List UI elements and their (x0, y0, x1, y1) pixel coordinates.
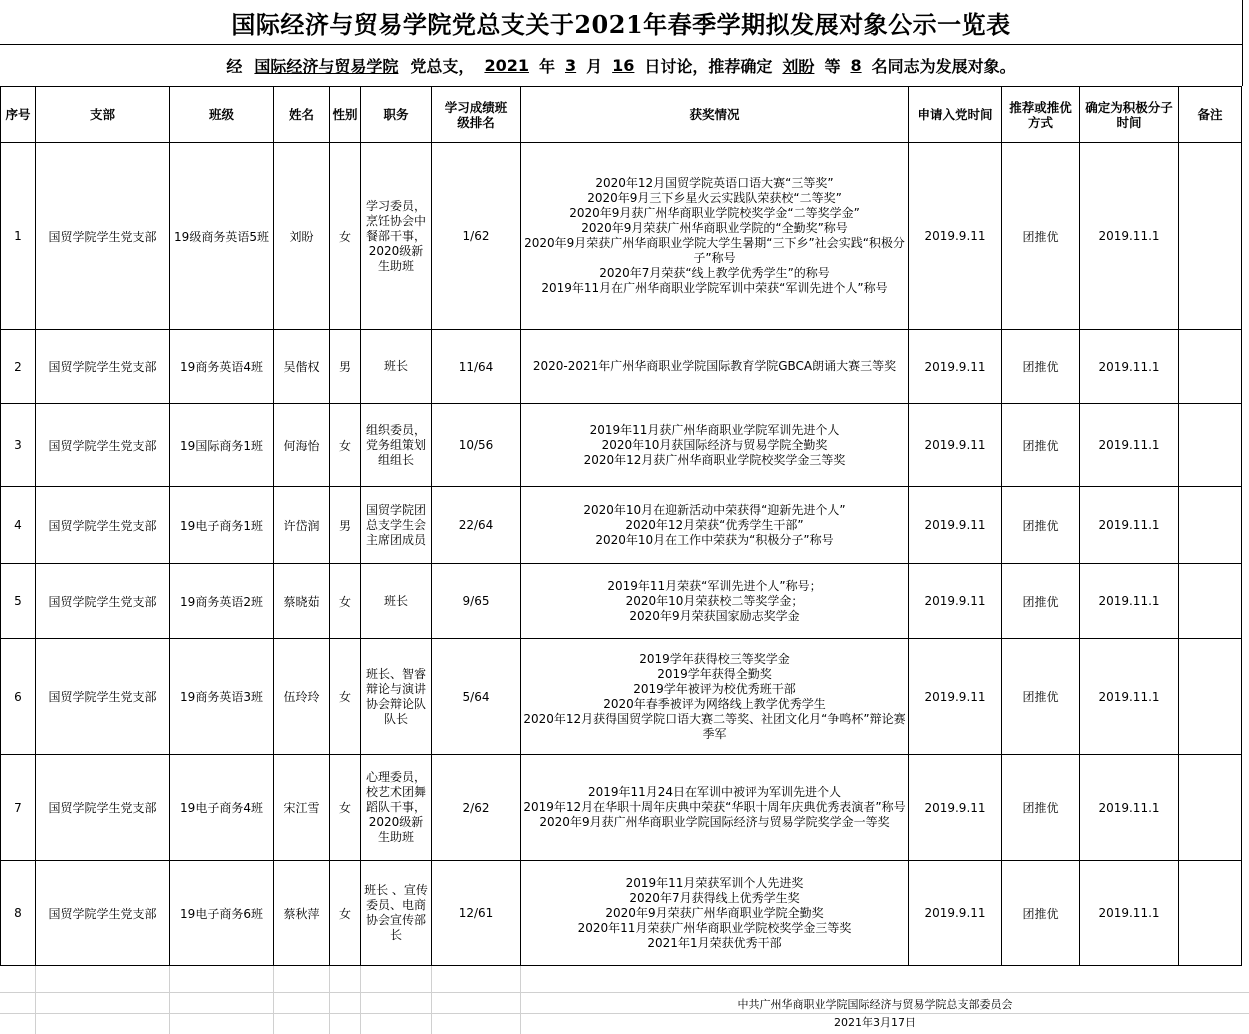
cell-awards[interactable] (521, 639, 909, 755)
subtitle-text: 日讨论，推荐确定 (644, 57, 773, 76)
table-row (1, 861, 1242, 966)
cell-name[interactable]: 何海怡 (274, 404, 330, 487)
header-position[interactable]: 职务 (361, 87, 432, 143)
cell-activist[interactable]: 2019.11.1 (1080, 861, 1179, 966)
header-activist[interactable]: 确定为积极分子时间 (1080, 87, 1179, 143)
cell-method[interactable]: 团推优 (1002, 404, 1080, 487)
cell-class[interactable]: 19电子商务1班 (170, 487, 274, 564)
subtitle-text: 名同志为发展对象。 (871, 57, 1016, 76)
cell-branch[interactable]: 国贸学院学生党支部 (36, 487, 170, 564)
cell-no[interactable]: 7 (1, 755, 36, 861)
cell-no[interactable]: 3 (1, 404, 36, 487)
cell-class[interactable]: 19电子商务4班 (170, 755, 274, 861)
grid-line (0, 992, 1249, 993)
grid-line (169, 966, 170, 1034)
subtitle-college: 国际经济与贸易学院 (254, 57, 399, 76)
table-row (1, 487, 1242, 564)
cell-name[interactable]: 宋江雪 (274, 755, 330, 861)
cell-note[interactable] (1179, 755, 1242, 861)
cell-branch[interactable]: 国贸学院学生党支部 (36, 861, 170, 966)
cell-awards[interactable] (521, 564, 909, 639)
cell-activist[interactable]: 2019.11.1 (1080, 639, 1179, 755)
cell-method[interactable]: 团推优 (1002, 564, 1080, 639)
sheet-edge (1242, 0, 1243, 86)
award-line: 2020年9月获广州华商职业学院校奖学金“二等奖学金” (569, 206, 860, 220)
award-line: 2020年12月荣获“优秀学生干部” (625, 517, 804, 532)
cell-gender[interactable]: 女 (330, 564, 361, 639)
cell-rank[interactable]: 5/64 (432, 639, 521, 755)
award-line: 2019年11月在广州华商职业学院军训中荣获“军训先进个人”称号 (541, 281, 888, 295)
cell-position[interactable]: 国贸学院团总支学生会主席团成员 (361, 487, 432, 564)
cell-rank[interactable]: 10/56 (432, 404, 521, 487)
award-line: 2020年春季被评为网络线上教学优秀学生 (603, 696, 826, 711)
cell-no[interactable]: 2 (1, 330, 36, 404)
grid-line (35, 966, 36, 1034)
subtitle-name: 刘盼 (782, 57, 815, 76)
header-awards[interactable]: 获奖情况 (521, 87, 909, 143)
table-row (1, 564, 1242, 639)
cell-class[interactable]: 19国际商务1班 (170, 404, 274, 487)
cell-position[interactable]: 班长 、宣传委员、电商协会宣传部长 (361, 861, 432, 966)
cell-class[interactable]: 19级商务英语5班 (170, 143, 274, 330)
subtitle-line (0, 45, 1242, 87)
cell-position[interactable]: 学习委员，烹饪协会中餐部干事，2020级新生助班 (361, 143, 432, 330)
subtitle-month: 3 (564, 56, 577, 75)
cell-activist[interactable]: 2019.11.1 (1080, 755, 1179, 861)
cell-awards[interactable] (521, 755, 909, 861)
cell-no[interactable]: 4 (1, 487, 36, 564)
award-line: 2020年12月国贸学院英语口语大赛“三等奖” (595, 176, 834, 190)
table-row (1, 404, 1242, 487)
header-gender[interactable]: 性别 (330, 87, 361, 143)
award-line: 2020年9月荣获广州华商职业学院大学生暑期“三下乡”社会实践“积极分子”称号 (524, 236, 905, 265)
subtitle-text: 等 (824, 57, 841, 76)
subtitle-text: 年 (538, 57, 555, 76)
award-line: 2021年1月荣获优秀干部 (647, 935, 782, 950)
cell-method[interactable]: 团推优 (1002, 143, 1080, 330)
cell-apply[interactable]: 2019.9.11 (909, 143, 1002, 330)
cell-note[interactable] (1179, 404, 1242, 487)
award-line: 2020年11月荣获广州华商职业学院校奖学金三等奖 (577, 920, 852, 935)
award-line: 2020年9月获广州华商职业学院国际经济与贸易学院奖学金一等奖 (539, 815, 890, 829)
award-line: 2019学年获得全勤奖 (657, 666, 772, 681)
subtitle-day: 16 (612, 56, 635, 75)
cell-apply[interactable]: 2019.9.11 (909, 564, 1002, 639)
grid-line (431, 966, 432, 1034)
cell-awards[interactable] (521, 487, 909, 564)
award-line: 2020年10月获国际经济与贸易学院全勤奖 (601, 437, 828, 452)
header-name[interactable]: 姓名 (274, 87, 330, 143)
cell-position[interactable]: 班长 (361, 330, 432, 404)
header-note[interactable]: 备注 (1179, 87, 1242, 143)
award-line: 2020-2021年广州华商职业学院国际教育学院GBCA朗诵大赛三等奖 (532, 359, 897, 373)
grid-line (520, 966, 521, 1034)
cell-no[interactable]: 1 (1, 143, 36, 330)
footer-date: 2021年3月17日 (834, 1016, 916, 1029)
cell-activist[interactable]: 2019.11.1 (1080, 143, 1179, 330)
cell-method[interactable]: 团推优 (1002, 639, 1080, 755)
header-branch[interactable]: 支部 (36, 87, 170, 143)
cell-activist[interactable]: 2019.11.1 (1080, 487, 1179, 564)
subtitle-year: 2021 (484, 56, 529, 75)
award-line: 2019年11月24日在军训中被评为军训先进个人 (587, 785, 842, 799)
cell-rank[interactable]: 11/64 (432, 330, 521, 404)
cell-class[interactable]: 19商务英语3班 (170, 639, 274, 755)
cell-branch[interactable]: 国贸学院学生党支部 (36, 143, 170, 330)
grid-line (329, 966, 330, 1034)
award-line: 2020年10月在迎新活动中荣获得“迎新先进个人” (583, 502, 846, 517)
candidates-table (0, 86, 1242, 966)
award-line: 2020年10月在工作中荣获为“积极分子”称号 (595, 532, 834, 547)
cell-apply[interactable]: 2019.9.11 (909, 861, 1002, 966)
cell-no[interactable]: 5 (1, 564, 36, 639)
cell-gender[interactable]: 女 (330, 404, 361, 487)
cell-note[interactable] (1179, 330, 1242, 404)
grid-line (0, 1013, 1249, 1014)
award-line: 2019年12月在华职十周年庆典中荣获“华职十周年庆典优秀表演者”称号 (523, 800, 906, 814)
cell-awards[interactable] (521, 861, 909, 966)
cell-note[interactable] (1179, 639, 1242, 755)
cell-no[interactable]: 6 (1, 639, 36, 755)
cell-rank[interactable]: 12/61 (432, 861, 521, 966)
award-line: 2020年7月荣获“线上教学优秀学生”的称号 (599, 266, 830, 280)
cell-method[interactable]: 团推优 (1002, 330, 1080, 404)
award-line: 2019年11月荣获军训个人先进奖 (625, 875, 804, 890)
cell-branch[interactable]: 国贸学院学生党支部 (36, 404, 170, 487)
header-no[interactable]: 序号 (1, 87, 36, 143)
cell-apply[interactable]: 2019.9.11 (909, 330, 1002, 404)
cell-apply[interactable]: 2019.9.11 (909, 639, 1002, 755)
cell-gender[interactable]: 男 (330, 330, 361, 404)
header-method[interactable]: 推荐或推优方式 (1002, 87, 1080, 143)
award-line: 2019学年被评为校优秀班干部 (633, 681, 796, 696)
cell-note[interactable] (1179, 487, 1242, 564)
cell-rank[interactable]: 2/62 (432, 755, 521, 861)
cell-gender[interactable]: 女 (330, 143, 361, 330)
subtitle-count: 8 (850, 56, 862, 75)
cell-name[interactable]: 蔡秋萍 (274, 861, 330, 966)
cell-position[interactable]: 班长、智睿辩论与演讲协会辩论队队长 (361, 639, 432, 755)
award-line: 2020年12月获得国贸学院口语大赛二等奖、社团文化月“争鸣杯”辩论赛季军 (523, 711, 906, 741)
cell-branch[interactable]: 国贸学院学生党支部 (36, 755, 170, 861)
cell-method[interactable]: 团推优 (1002, 487, 1080, 564)
cell-branch[interactable]: 国贸学院学生党支部 (36, 330, 170, 404)
cell-gender[interactable]: 男 (330, 487, 361, 564)
cell-apply[interactable]: 2019.9.11 (909, 755, 1002, 861)
document-title: 国际经济与贸易学院党总支关于2021年春季学期拟发展对象公示一览表 (0, 0, 1242, 45)
cell-apply[interactable]: 2019.9.11 (909, 404, 1002, 487)
award-line: 2020年12月获广州华商职业学院校奖学金三等奖 (583, 452, 846, 467)
cell-rank[interactable]: 1/62 (432, 143, 521, 330)
award-line: 2020年9月荣获广州华商职业学院全勤奖 (605, 905, 824, 920)
award-line: 2020年10月荣获校二等奖学金； (625, 593, 804, 608)
award-line: 2019年11月荣获“军训先进个人”称号； (607, 578, 822, 593)
cell-note[interactable] (1179, 564, 1242, 639)
cell-position[interactable]: 班长 (361, 564, 432, 639)
cell-class[interactable]: 19商务英语2班 (170, 564, 274, 639)
grid-line (273, 966, 274, 1034)
award-line: 2019学年获得校三等奖学金 (639, 651, 790, 666)
cell-note[interactable] (1179, 861, 1242, 966)
subtitle-text: 经 (226, 57, 243, 76)
cell-awards[interactable] (521, 404, 909, 487)
cell-awards[interactable] (521, 143, 909, 330)
award-line: 2020年9月荣获国家励志奖学金 (629, 608, 800, 623)
table-row (1, 143, 1242, 330)
cell-gender[interactable]: 女 (330, 861, 361, 966)
cell-gender[interactable]: 女 (330, 639, 361, 755)
cell-activist[interactable]: 2019.11.1 (1080, 330, 1179, 404)
cell-awards[interactable] (521, 330, 909, 404)
header-row (1, 87, 1242, 143)
cell-name[interactable]: 刘盼 (274, 143, 330, 330)
cell-name[interactable]: 许岱润 (274, 487, 330, 564)
cell-rank[interactable]: 22/64 (432, 487, 521, 564)
cell-position[interactable]: 心理委员，校艺术团舞蹈队干事，2020级新生助班 (361, 755, 432, 861)
award-line: 2020年9月三下乡星火云实践队荣获校“二等奖” (587, 191, 842, 205)
award-line: 2019年11月获广州华商职业学院军训先进个人 (589, 422, 840, 437)
cell-branch[interactable]: 国贸学院学生党支部 (36, 639, 170, 755)
table-row (1, 639, 1242, 755)
footer-org: 中共广州华商职业学院国际经济与贸易学院总支部委员会 (737, 998, 1013, 1011)
cell-note[interactable] (1179, 143, 1242, 330)
cell-no[interactable]: 8 (1, 861, 36, 966)
cell-activist[interactable]: 2019.11.1 (1080, 404, 1179, 487)
award-line: 2020年9月荣获广州华商职业学院的“全勤奖”称号 (581, 221, 848, 235)
header-apply[interactable]: 申请入党时间 (909, 87, 1002, 143)
cell-name[interactable]: 伍玲玲 (274, 639, 330, 755)
cell-position[interactable]: 组织委员，党务组策划组组长 (361, 404, 432, 487)
header-class[interactable]: 班级 (170, 87, 274, 143)
subtitle-text: 月 (586, 57, 603, 76)
header-rank[interactable]: 学习成绩班级排名 (432, 87, 521, 143)
cell-name[interactable]: 蔡晓茹 (274, 564, 330, 639)
table-row (1, 755, 1242, 861)
cell-method[interactable]: 团推优 (1002, 861, 1080, 966)
subtitle-text: 党总支， (410, 57, 475, 76)
cell-branch[interactable]: 国贸学院学生党支部 (36, 564, 170, 639)
cell-apply[interactable]: 2019.9.11 (909, 487, 1002, 564)
table-row (1, 330, 1242, 404)
cell-class[interactable]: 19电子商务6班 (170, 861, 274, 966)
cell-method[interactable]: 团推优 (1002, 755, 1080, 861)
cell-name[interactable]: 吴偕权 (274, 330, 330, 404)
grid-line (360, 966, 361, 1034)
cell-rank[interactable]: 9/65 (432, 564, 521, 639)
cell-activist[interactable]: 2019.11.1 (1080, 564, 1179, 639)
cell-gender[interactable]: 女 (330, 755, 361, 861)
award-line: 2020年7月获得线上优秀学生奖 (629, 890, 800, 905)
cell-class[interactable]: 19商务英语4班 (170, 330, 274, 404)
